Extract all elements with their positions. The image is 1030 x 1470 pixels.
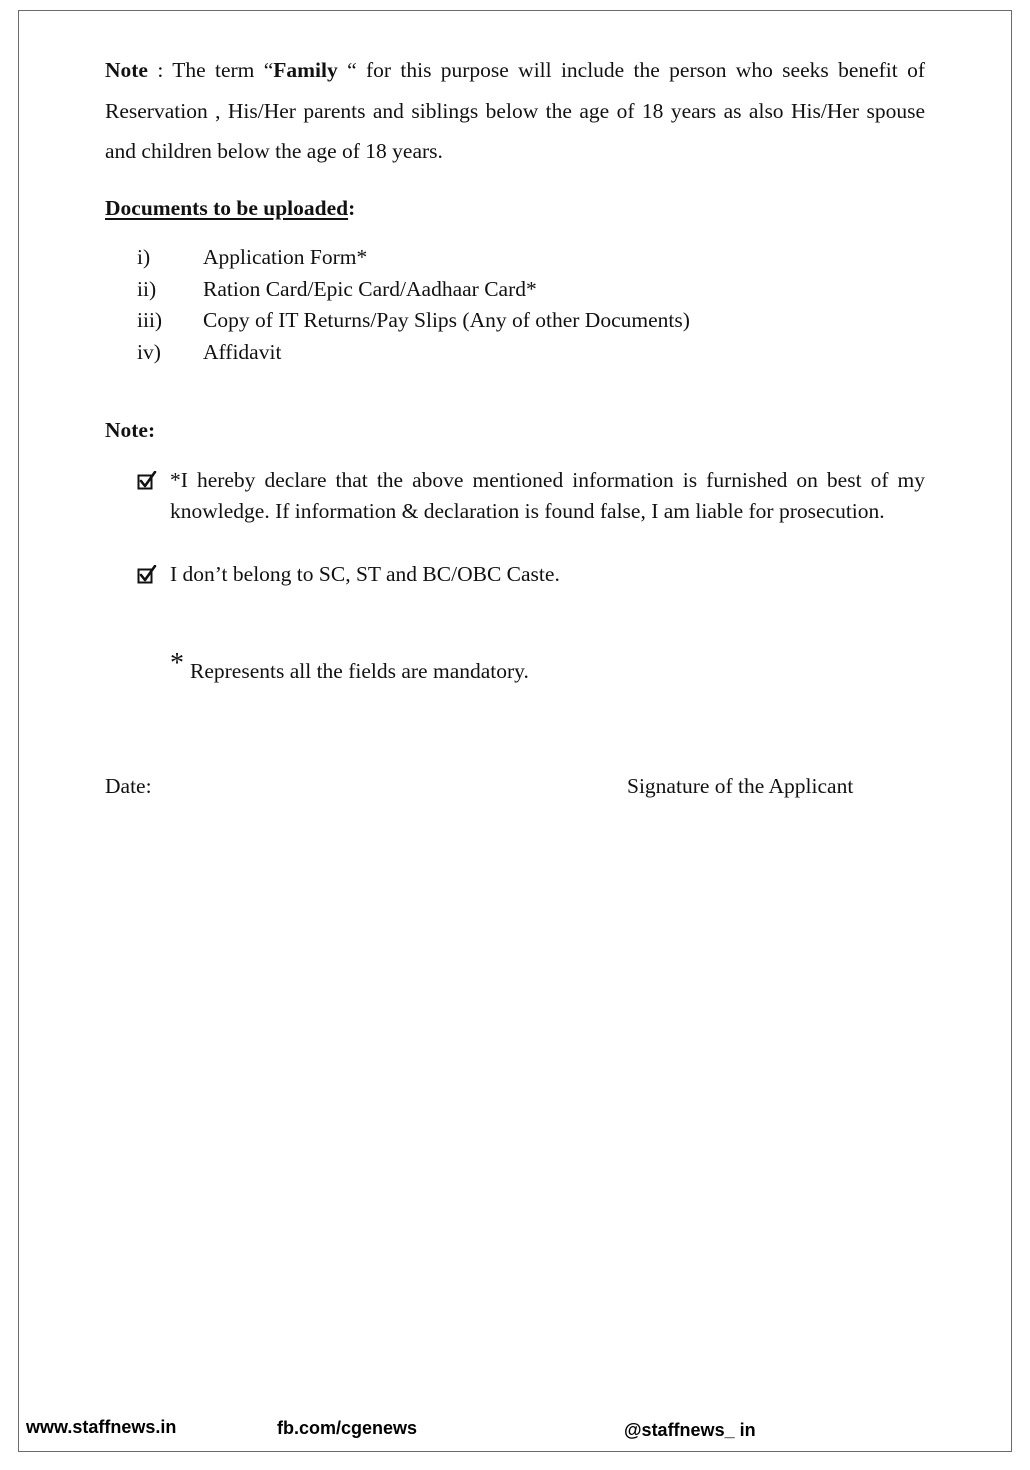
date-label: Date:: [105, 774, 152, 798]
document-item-number: iii): [137, 308, 163, 332]
document-item: [137, 305, 690, 337]
document-item-number: iv): [137, 339, 161, 364]
family-note-label: Note: [105, 58, 148, 82]
documents-heading: [105, 196, 355, 221]
document-item: [137, 337, 690, 369]
documents-heading-text: Documents to be uploaded: [105, 196, 349, 220]
declaration-text: *I hereby declare that the above mentioned information is furnished on best of my knowledge. If information & declaration is found false, I am liable for prosecution.: [170, 468, 925, 524]
document-item-label: Ration Card/Epic Card/Aadhaar Card*: [203, 276, 537, 301]
document-item-number: i): [137, 245, 151, 269]
document-item: [137, 242, 690, 274]
document-item-number: ii): [137, 276, 157, 301]
page-border: [18, 10, 1012, 1452]
mandatory-note: [170, 648, 529, 686]
signature-label: Signature of the Applicant: [627, 774, 854, 798]
document-item-label: Affidavit: [203, 339, 282, 364]
document-item-label: Application Form*: [203, 245, 368, 269]
family-note-paragraph: [105, 50, 925, 172]
mandatory-star: *: [170, 648, 184, 679]
document-item: [137, 274, 690, 306]
footer-twitter: @staffnews_ in: [624, 1420, 756, 1440]
mandatory-text: Represents all the fields are mandatory.: [190, 659, 529, 683]
family-note-text-2: “ for this purpose will include the person who seeks benefit of Reservation , His/Her parents and siblings below the age of 18 years as also His/Her spouse and children below the age of 18 years.: [105, 58, 925, 163]
declaration-item: [137, 559, 925, 590]
declaration-text: I don’t belong to SC, ST and BC/OBC Caste.: [170, 562, 560, 586]
family-term: Family: [273, 58, 338, 82]
declaration-item: [137, 465, 925, 528]
document-item-label: Copy of IT Returns/Pay Slips (Any of other Documents): [203, 308, 690, 332]
footer-website: www.staffnews.in: [26, 1417, 177, 1437]
documents-heading-colon: :: [348, 196, 356, 220]
footer-facebook: fb.com/cgenews: [277, 1418, 418, 1438]
checked-box-icon: [137, 471, 157, 491]
documents-list: [137, 242, 690, 368]
note-heading: Note:: [105, 418, 156, 442]
family-note-text-1: : The term “: [147, 58, 274, 82]
checked-box-icon: [137, 565, 157, 585]
